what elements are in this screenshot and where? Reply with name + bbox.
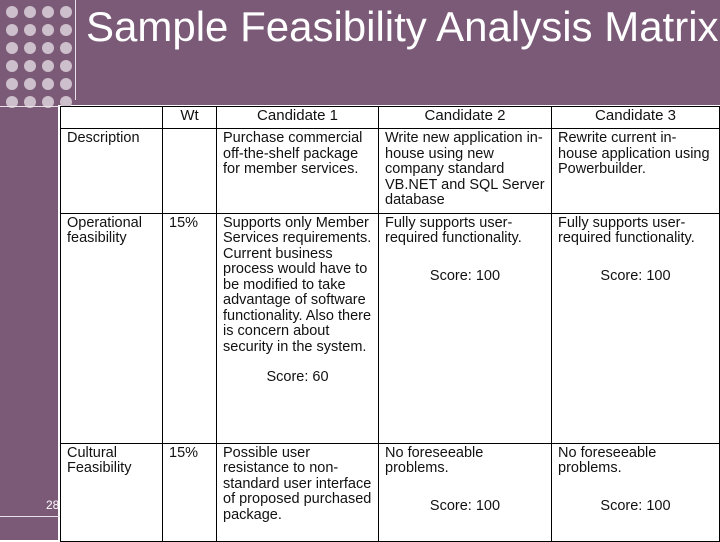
criterion-cell: Description xyxy=(61,129,163,214)
candidate-1-cell xyxy=(217,443,379,541)
criterion-cell: Operational feasibility xyxy=(61,213,163,443)
candidate-2-text: No foreseeable problems. xyxy=(385,444,484,476)
header-candidate-2: Candidate 2 xyxy=(379,107,552,129)
decorative-dot xyxy=(6,42,18,54)
candidate-2-score: Score: 100 xyxy=(429,497,501,514)
candidate-1-cell xyxy=(217,213,379,443)
feasibility-matrix xyxy=(60,106,720,542)
decorative-dot xyxy=(24,42,36,54)
candidate-3-score: Score: 100 xyxy=(600,267,671,284)
candidate-3-cell xyxy=(552,213,720,443)
table-row xyxy=(61,129,720,214)
candidate-1-text: Possible user resistance to non-standard user interface of proposed purchased package. xyxy=(223,444,372,523)
decorative-dot xyxy=(60,6,72,18)
decorative-line xyxy=(0,516,60,517)
candidate-3-cell xyxy=(552,443,720,541)
decorative-dot xyxy=(42,42,54,54)
slide-title-text: Sample Feasibility Analysis Matrix xyxy=(86,3,719,50)
decorative-dot xyxy=(24,78,36,90)
decorative-dot xyxy=(42,6,54,18)
candidate-1-cell xyxy=(217,129,379,214)
candidate-2-cell xyxy=(379,129,552,214)
candidate-3-text: Rewrite current in-house application using Powerbuilder. xyxy=(558,130,710,177)
candidate-2-text: Fully supports user-required functionality. xyxy=(385,214,522,246)
decorative-dot xyxy=(6,60,18,72)
candidate-3-text: Fully supports user-required functionality. xyxy=(558,214,695,246)
decorative-dot xyxy=(42,24,54,36)
weight-cell xyxy=(163,129,217,214)
candidate-2-text: Write new application in-house using new company standard VB.NET and SQL Server database xyxy=(385,130,545,208)
header-weight: Wt xyxy=(163,107,217,129)
decorative-line xyxy=(75,0,76,100)
candidate-2-cell xyxy=(379,443,552,541)
candidate-2-score: Score: 100 xyxy=(429,267,501,284)
decorative-dot xyxy=(60,60,72,72)
decorative-dot xyxy=(24,60,36,72)
decorative-dot xyxy=(6,24,18,36)
decorative-dot xyxy=(42,60,54,72)
slide-title xyxy=(86,4,719,50)
header-candidate-3: Candidate 3 xyxy=(552,107,720,129)
decorative-dot xyxy=(6,6,18,18)
decorative-dot xyxy=(60,42,72,54)
criterion-cell: Cultural Feasibility xyxy=(61,443,163,541)
decorative-dot xyxy=(60,24,72,36)
header-candidate-1: Candidate 1 xyxy=(217,107,379,129)
header-criterion xyxy=(61,107,163,129)
candidate-3-score: Score: 100 xyxy=(600,497,671,514)
weight-cell: 15% xyxy=(163,213,217,443)
decorative-dot xyxy=(24,24,36,36)
decorative-dot xyxy=(42,78,54,90)
decorative-dot xyxy=(60,78,72,90)
candidate-2-cell xyxy=(379,213,552,443)
candidate-1-score: Score: 60 xyxy=(266,369,329,385)
slide-number: 28 xyxy=(46,498,60,512)
table-row xyxy=(61,443,720,541)
table-row xyxy=(61,213,720,443)
weight-cell: 15% xyxy=(163,443,217,541)
table-header-row xyxy=(61,107,720,129)
decorative-dot xyxy=(24,6,36,18)
candidate-3-text: No foreseeable problems. xyxy=(558,444,657,476)
decorative-dot xyxy=(6,78,18,90)
candidate-3-cell xyxy=(552,129,720,214)
candidate-1-text: Supports only Member Services requirements. Current business process would have to be modified to take advantage of software functionality. Also there is concern about security in the system. xyxy=(223,214,372,355)
left-sidebar xyxy=(0,105,58,540)
candidate-1-text: Purchase commercial off-the-shelf package for member services. xyxy=(223,130,363,177)
